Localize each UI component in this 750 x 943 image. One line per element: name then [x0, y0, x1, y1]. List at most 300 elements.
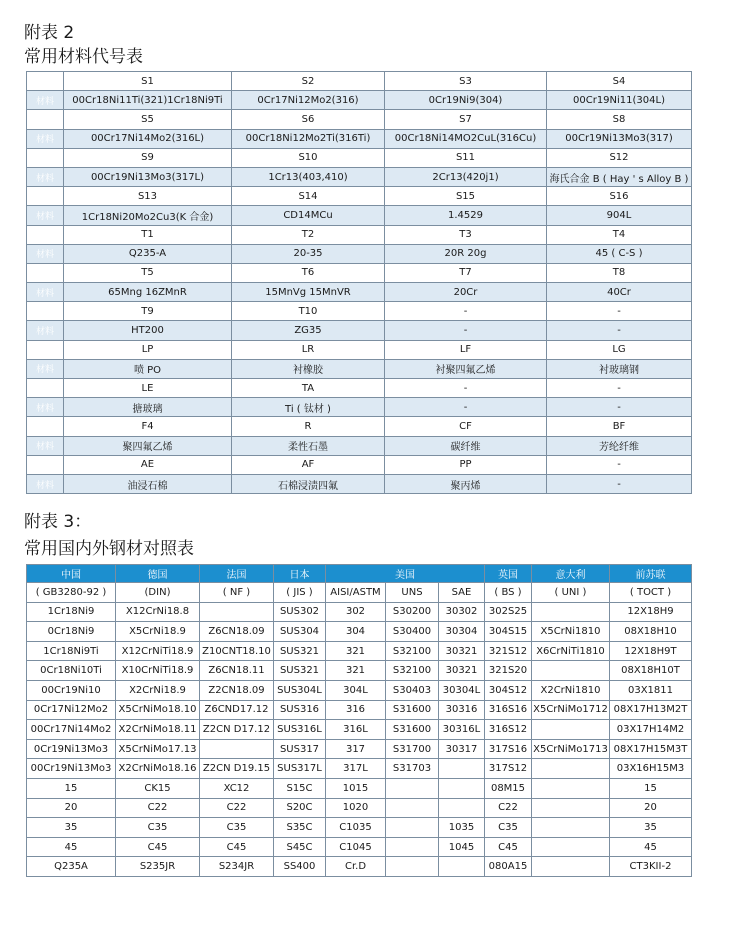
material-cell: 20Cr [385, 283, 547, 302]
grade-cell: 03X16H15M3 [610, 759, 692, 779]
grade-cell: 35 [27, 818, 116, 838]
material-cell: 0Cr17Ni12Mo2(316) [232, 91, 385, 110]
grade-cell: X6CrNiTi1810 [532, 641, 610, 661]
material-cell: 聚丙烯 [385, 474, 547, 493]
table-row [27, 661, 692, 681]
code-label-cell: 代号 [27, 225, 64, 244]
grade-cell: X2CrNi1810 [532, 680, 610, 700]
grade-cell: S31703 [386, 759, 439, 779]
code-cell: S7 [385, 110, 547, 129]
material-row [27, 167, 692, 186]
standard-header-cell: SAE [439, 583, 485, 603]
material-label-cell: 材料 [27, 321, 64, 340]
code-cell: BF [547, 417, 692, 436]
grade-cell: 1Cr18Ni9 [27, 602, 116, 622]
grade-cell [532, 720, 610, 740]
material-cell: 00Cr19Ni11(304L) [547, 91, 692, 110]
material-cell: 0Cr19Ni9(304) [385, 91, 547, 110]
grade-cell: S15C [274, 778, 326, 798]
material-row [27, 321, 692, 340]
material-cell: 聚四氟乙烯 [64, 436, 232, 455]
material-cell: 00Cr18Ni12Mo2Ti(316Ti) [232, 129, 385, 148]
code-cell: PP [385, 455, 547, 474]
code-cell: S2 [232, 72, 385, 91]
grade-cell: 0Cr18Ni9 [27, 622, 116, 642]
grade-cell: 321 [326, 661, 386, 681]
grade-cell: SUS317L [274, 759, 326, 779]
code-row [27, 302, 692, 321]
grade-cell: C45 [116, 837, 200, 857]
code-label-cell: 代号 [27, 455, 64, 474]
grade-cell: SUS317 [274, 739, 326, 759]
code-row [27, 110, 692, 129]
grade-cell: S30403 [386, 680, 439, 700]
code-row [27, 187, 692, 206]
table3-number: 附表 3： [24, 512, 92, 532]
grade-cell: 304 [326, 622, 386, 642]
grade-cell: S45C [274, 837, 326, 857]
standard-header-cell: ( NF ) [200, 583, 274, 603]
grade-cell: 08X17H15M3T [610, 739, 692, 759]
material-row [27, 359, 692, 378]
grade-cell: S32100 [386, 661, 439, 681]
grade-cell: S30200 [386, 602, 439, 622]
material-cell: - [385, 398, 547, 417]
grade-cell: 15 [27, 778, 116, 798]
grade-cell: X2CrNi18.9 [116, 680, 200, 700]
grade-cell [532, 778, 610, 798]
country-header-row [27, 565, 692, 583]
grade-cell [439, 798, 485, 818]
grade-cell: Z6CN18.11 [200, 661, 274, 681]
grade-cell: 00Cr17Ni14Mo2 [27, 720, 116, 740]
grade-cell: 316L [326, 720, 386, 740]
code-cell: - [385, 302, 547, 321]
table-row [27, 857, 692, 877]
grade-cell: 317S16 [485, 739, 532, 759]
grade-cell: Cr.D [326, 857, 386, 877]
code-label-cell: 代号 [27, 263, 64, 282]
grade-cell: SUS316 [274, 700, 326, 720]
grade-cell: X5CrNiMo18.10 [116, 700, 200, 720]
grade-cell: 15 [610, 778, 692, 798]
grade-cell: 45 [610, 837, 692, 857]
code-cell: S9 [64, 148, 232, 167]
grade-cell: SUS316L [274, 720, 326, 740]
table-row [27, 720, 692, 740]
grade-cell: S32100 [386, 641, 439, 661]
grade-cell: SUS321 [274, 661, 326, 681]
country-header-cell: 日本 [274, 565, 326, 583]
code-cell: LG [547, 340, 692, 359]
material-row [27, 283, 692, 302]
code-cell: S1 [64, 72, 232, 91]
code-cell: - [547, 379, 692, 398]
table-row [27, 641, 692, 661]
grade-cell [532, 798, 610, 818]
material-cell: 00Cr19Ni13Mo3(317) [547, 129, 692, 148]
code-cell: S5 [64, 110, 232, 129]
country-header-cell: 英国 [485, 565, 532, 583]
grade-cell: C35 [485, 818, 532, 838]
table-row [27, 818, 692, 838]
grade-cell: 1035 [439, 818, 485, 838]
material-cell: 1.4529 [385, 206, 547, 225]
code-cell: S6 [232, 110, 385, 129]
grade-cell: C22 [485, 798, 532, 818]
code-label-cell: 代号 [27, 302, 64, 321]
grade-cell: X10CrNiTi18.9 [116, 661, 200, 681]
grade-cell: 30304 [439, 622, 485, 642]
material-cell: 40Cr [547, 283, 692, 302]
material-row [27, 436, 692, 455]
grade-cell: 1020 [326, 798, 386, 818]
grade-cell [532, 759, 610, 779]
standard-header-cell: AISI/ASTM [326, 583, 386, 603]
code-row [27, 263, 692, 282]
grade-cell: C35 [116, 818, 200, 838]
material-label-cell: 材料 [27, 206, 64, 225]
table-row [27, 680, 692, 700]
grade-cell: 30302 [439, 602, 485, 622]
material-cell: 1Cr13(403,410) [232, 167, 385, 186]
material-label-cell: 材料 [27, 359, 64, 378]
grade-cell: SUS304 [274, 622, 326, 642]
material-cell: - [547, 398, 692, 417]
material-cell: 15MnVg 15MnVR [232, 283, 385, 302]
grade-cell: 12X18H9 [610, 602, 692, 622]
material-label-cell: 材料 [27, 129, 64, 148]
grade-cell [386, 818, 439, 838]
table-row [27, 778, 692, 798]
grade-cell: X2CrNiMo18.11 [116, 720, 200, 740]
code-cell: LR [232, 340, 385, 359]
grade-cell: CK15 [116, 778, 200, 798]
grade-cell: 20 [27, 798, 116, 818]
code-label-cell: 代号 [27, 72, 64, 91]
code-row [27, 72, 692, 91]
material-cell: 45 ( C-S ) [547, 244, 692, 263]
code-cell: AE [64, 455, 232, 474]
material-label-cell: 材料 [27, 167, 64, 186]
code-cell: T4 [547, 225, 692, 244]
grade-cell [532, 818, 610, 838]
code-cell: S12 [547, 148, 692, 167]
table-row [27, 837, 692, 857]
code-label-cell: 代号 [27, 340, 64, 359]
country-header-cell: 前苏联 [610, 565, 692, 583]
grade-cell: C35 [200, 818, 274, 838]
grade-cell: C22 [200, 798, 274, 818]
material-row [27, 398, 692, 417]
code-cell: CF [385, 417, 547, 436]
material-cell: - [385, 321, 547, 340]
code-row [27, 340, 692, 359]
material-cell: ZG35 [232, 321, 385, 340]
grade-cell: 316 [326, 700, 386, 720]
grade-cell: 302S25 [485, 602, 532, 622]
code-label-cell: 代号 [27, 379, 64, 398]
table-row [27, 798, 692, 818]
material-cell: 1Cr18Ni20Mo2Cu3(K 合金) [64, 206, 232, 225]
grade-cell: 12X18H9T [610, 641, 692, 661]
grade-cell: X5CrNiMo1712 [532, 700, 610, 720]
standard-header-cell: ( JIS ) [274, 583, 326, 603]
code-cell: - [385, 379, 547, 398]
grade-cell [532, 837, 610, 857]
country-header-cell: 意大利 [532, 565, 610, 583]
grade-cell [439, 778, 485, 798]
grade-cell [532, 857, 610, 877]
material-cell: 柔性石墨 [232, 436, 385, 455]
grade-cell: 321S20 [485, 661, 532, 681]
table-row [27, 602, 692, 622]
grade-cell [439, 857, 485, 877]
material-cell: 碳纤维 [385, 436, 547, 455]
standard-header-cell: ( BS ) [485, 583, 532, 603]
code-cell: S3 [385, 72, 547, 91]
grade-cell: 304S15 [485, 622, 532, 642]
grade-cell [200, 739, 274, 759]
grade-cell [532, 661, 610, 681]
grade-cell: S31600 [386, 720, 439, 740]
grade-cell: X12CrNi18.8 [116, 602, 200, 622]
grade-cell: SUS304L [274, 680, 326, 700]
material-cell: 00Cr19Ni13Mo3(317L) [64, 167, 232, 186]
grade-cell: 0Cr18Ni10Ti [27, 661, 116, 681]
code-cell: T10 [232, 302, 385, 321]
grade-cell: Z2CN D17.12 [200, 720, 274, 740]
grade-cell: SUS302 [274, 602, 326, 622]
code-row [27, 225, 692, 244]
grade-cell: 00Cr19Ni10 [27, 680, 116, 700]
code-cell: T6 [232, 263, 385, 282]
material-cell: 衬玻璃钢 [547, 359, 692, 378]
code-label-cell: 代号 [27, 110, 64, 129]
table3-title: 常用国内外钢材对照表 [24, 539, 194, 559]
grade-cell: 317S12 [485, 759, 532, 779]
grade-cell: 1Cr18Ni9Ti [27, 641, 116, 661]
grade-cell [386, 798, 439, 818]
standard-header-cell: UNS [386, 583, 439, 603]
material-cell: 00Cr18Ni14MO2CuL(316Cu) [385, 129, 547, 148]
material-code-table [26, 71, 692, 494]
table2-title: 常用材料代号表 [24, 47, 143, 67]
grade-cell: 316S16 [485, 700, 532, 720]
material-label-cell: 材料 [27, 91, 64, 110]
material-cell: 2Cr13(420j1) [385, 167, 547, 186]
code-cell: S8 [547, 110, 692, 129]
code-row [27, 379, 692, 398]
material-cell: 石棉浸渍四氟 [232, 474, 385, 493]
grade-cell: 302 [326, 602, 386, 622]
code-cell: S13 [64, 187, 232, 206]
grade-cell [386, 857, 439, 877]
grade-cell: 304L [326, 680, 386, 700]
grade-cell: 080A15 [485, 857, 532, 877]
grade-cell: S235JR [116, 857, 200, 877]
material-cell: - [547, 321, 692, 340]
table-row [27, 739, 692, 759]
code-row [27, 148, 692, 167]
grade-cell: Z2CN18.09 [200, 680, 274, 700]
grade-cell: Q235A [27, 857, 116, 877]
code-cell: TA [232, 379, 385, 398]
material-label-cell: 材料 [27, 283, 64, 302]
grade-cell: C45 [200, 837, 274, 857]
code-cell: LF [385, 340, 547, 359]
code-row [27, 455, 692, 474]
material-cell: Ti ( 钛材 ) [232, 398, 385, 417]
country-header-cell: 美国 [326, 565, 485, 583]
grade-cell: 08X18H10T [610, 661, 692, 681]
material-cell: 00Cr18Ni11Ti(321)1Cr18Ni9Ti [64, 91, 232, 110]
grade-cell: 304S12 [485, 680, 532, 700]
material-label-cell: 材料 [27, 474, 64, 493]
material-row [27, 129, 692, 148]
grade-cell: S31600 [386, 700, 439, 720]
standard-header-cell: ( GB3280-92 ) [27, 583, 116, 603]
table-row [27, 700, 692, 720]
grade-cell: C22 [116, 798, 200, 818]
code-cell: S15 [385, 187, 547, 206]
grade-cell [439, 759, 485, 779]
material-cell: HT200 [64, 321, 232, 340]
grade-cell: 0Cr17Ni12Mo2 [27, 700, 116, 720]
table2-number: 附表 2 [24, 23, 75, 43]
grade-cell: S31700 [386, 739, 439, 759]
code-label-cell: 代号 [27, 417, 64, 436]
code-cell: T7 [385, 263, 547, 282]
grade-cell: 316S12 [485, 720, 532, 740]
material-cell: 衬橡胶 [232, 359, 385, 378]
code-cell: AF [232, 455, 385, 474]
material-label-cell: 材料 [27, 398, 64, 417]
grade-cell: S35C [274, 818, 326, 838]
code-label-cell: 代号 [27, 148, 64, 167]
material-cell: 油浸石棉 [64, 474, 232, 493]
grade-cell: Z10CNT18.10 [200, 641, 274, 661]
grade-cell: 30304L [439, 680, 485, 700]
grade-cell: 30321 [439, 661, 485, 681]
material-cell: 海氏合金 B ( Hay ' s Alloy B ) [547, 167, 692, 186]
code-cell: S10 [232, 148, 385, 167]
table-row [27, 759, 692, 779]
grade-cell: 03X17H14M2 [610, 720, 692, 740]
code-cell: T8 [547, 263, 692, 282]
material-cell: 20-35 [232, 244, 385, 263]
grade-cell [386, 778, 439, 798]
grade-cell: X5CrNiMo1713 [532, 739, 610, 759]
grade-cell: Z6CN18.09 [200, 622, 274, 642]
material-cell: 904L [547, 206, 692, 225]
code-cell: - [547, 302, 692, 321]
code-cell: T5 [64, 263, 232, 282]
grade-cell: 08M15 [485, 778, 532, 798]
code-cell: S16 [547, 187, 692, 206]
material-cell: 衬聚四氟乙烯 [385, 359, 547, 378]
code-row [27, 417, 692, 436]
grade-cell: X5CrNi18.9 [116, 622, 200, 642]
grade-cell: 30316 [439, 700, 485, 720]
material-cell: CD14MCu [232, 206, 385, 225]
standard-header-cell: ( UNI ) [532, 583, 610, 603]
grade-cell: 03X1811 [610, 680, 692, 700]
grade-cell: 317L [326, 759, 386, 779]
grade-cell: 08X18H10 [610, 622, 692, 642]
material-cell: 20R 20g [385, 244, 547, 263]
grade-cell: 1045 [439, 837, 485, 857]
grade-cell [200, 602, 274, 622]
steel-comparison-table [26, 564, 692, 877]
grade-cell: C1035 [326, 818, 386, 838]
material-label-cell: 材料 [27, 436, 64, 455]
material-row [27, 244, 692, 263]
code-label-cell: 代号 [27, 187, 64, 206]
grade-cell: 30317 [439, 739, 485, 759]
grade-cell: S234JR [200, 857, 274, 877]
grade-cell: X2CrNiMo18.16 [116, 759, 200, 779]
material-cell: - [547, 474, 692, 493]
code-cell: S14 [232, 187, 385, 206]
standard-header-cell: (DIN) [116, 583, 200, 603]
material-row [27, 474, 692, 493]
material-cell: 搪玻璃 [64, 398, 232, 417]
grade-cell: 20 [610, 798, 692, 818]
country-header-cell: 中国 [27, 565, 116, 583]
grade-cell: 1015 [326, 778, 386, 798]
grade-cell: 321S12 [485, 641, 532, 661]
code-cell: F4 [64, 417, 232, 436]
table-row [27, 622, 692, 642]
grade-cell: Z6CND17.12 [200, 700, 274, 720]
grade-cell: 35 [610, 818, 692, 838]
material-cell: Q235-A [64, 244, 232, 263]
grade-cell: XC12 [200, 778, 274, 798]
standard-header-row [27, 583, 692, 603]
material-row [27, 91, 692, 110]
grade-cell: CT3KII-2 [610, 857, 692, 877]
code-cell: S11 [385, 148, 547, 167]
material-cell: 芳纶纤维 [547, 436, 692, 455]
code-cell: R [232, 417, 385, 436]
grade-cell: C1045 [326, 837, 386, 857]
grade-cell: 00Cr19Ni13Mo3 [27, 759, 116, 779]
code-cell: LP [64, 340, 232, 359]
material-cell: 65Mng 16ZMnR [64, 283, 232, 302]
grade-cell: 45 [27, 837, 116, 857]
grade-cell: X5CrNi1810 [532, 622, 610, 642]
grade-cell: X12CrNiTi18.9 [116, 641, 200, 661]
grade-cell: C45 [485, 837, 532, 857]
material-cell: 喷 PO [64, 359, 232, 378]
material-label-cell: 材料 [27, 244, 64, 263]
grade-cell [386, 837, 439, 857]
code-cell: T9 [64, 302, 232, 321]
grade-cell: 30316L [439, 720, 485, 740]
grade-cell: 0Cr19Ni13Mo3 [27, 739, 116, 759]
grade-cell [532, 602, 610, 622]
code-cell: T3 [385, 225, 547, 244]
country-header-cell: 法国 [200, 565, 274, 583]
code-cell: S4 [547, 72, 692, 91]
standard-header-cell: ( TOCT ) [610, 583, 692, 603]
grade-cell: 321 [326, 641, 386, 661]
material-row [27, 206, 692, 225]
code-cell: - [547, 455, 692, 474]
material-cell: 00Cr17Ni14Mo2(316L) [64, 129, 232, 148]
code-cell: T2 [232, 225, 385, 244]
